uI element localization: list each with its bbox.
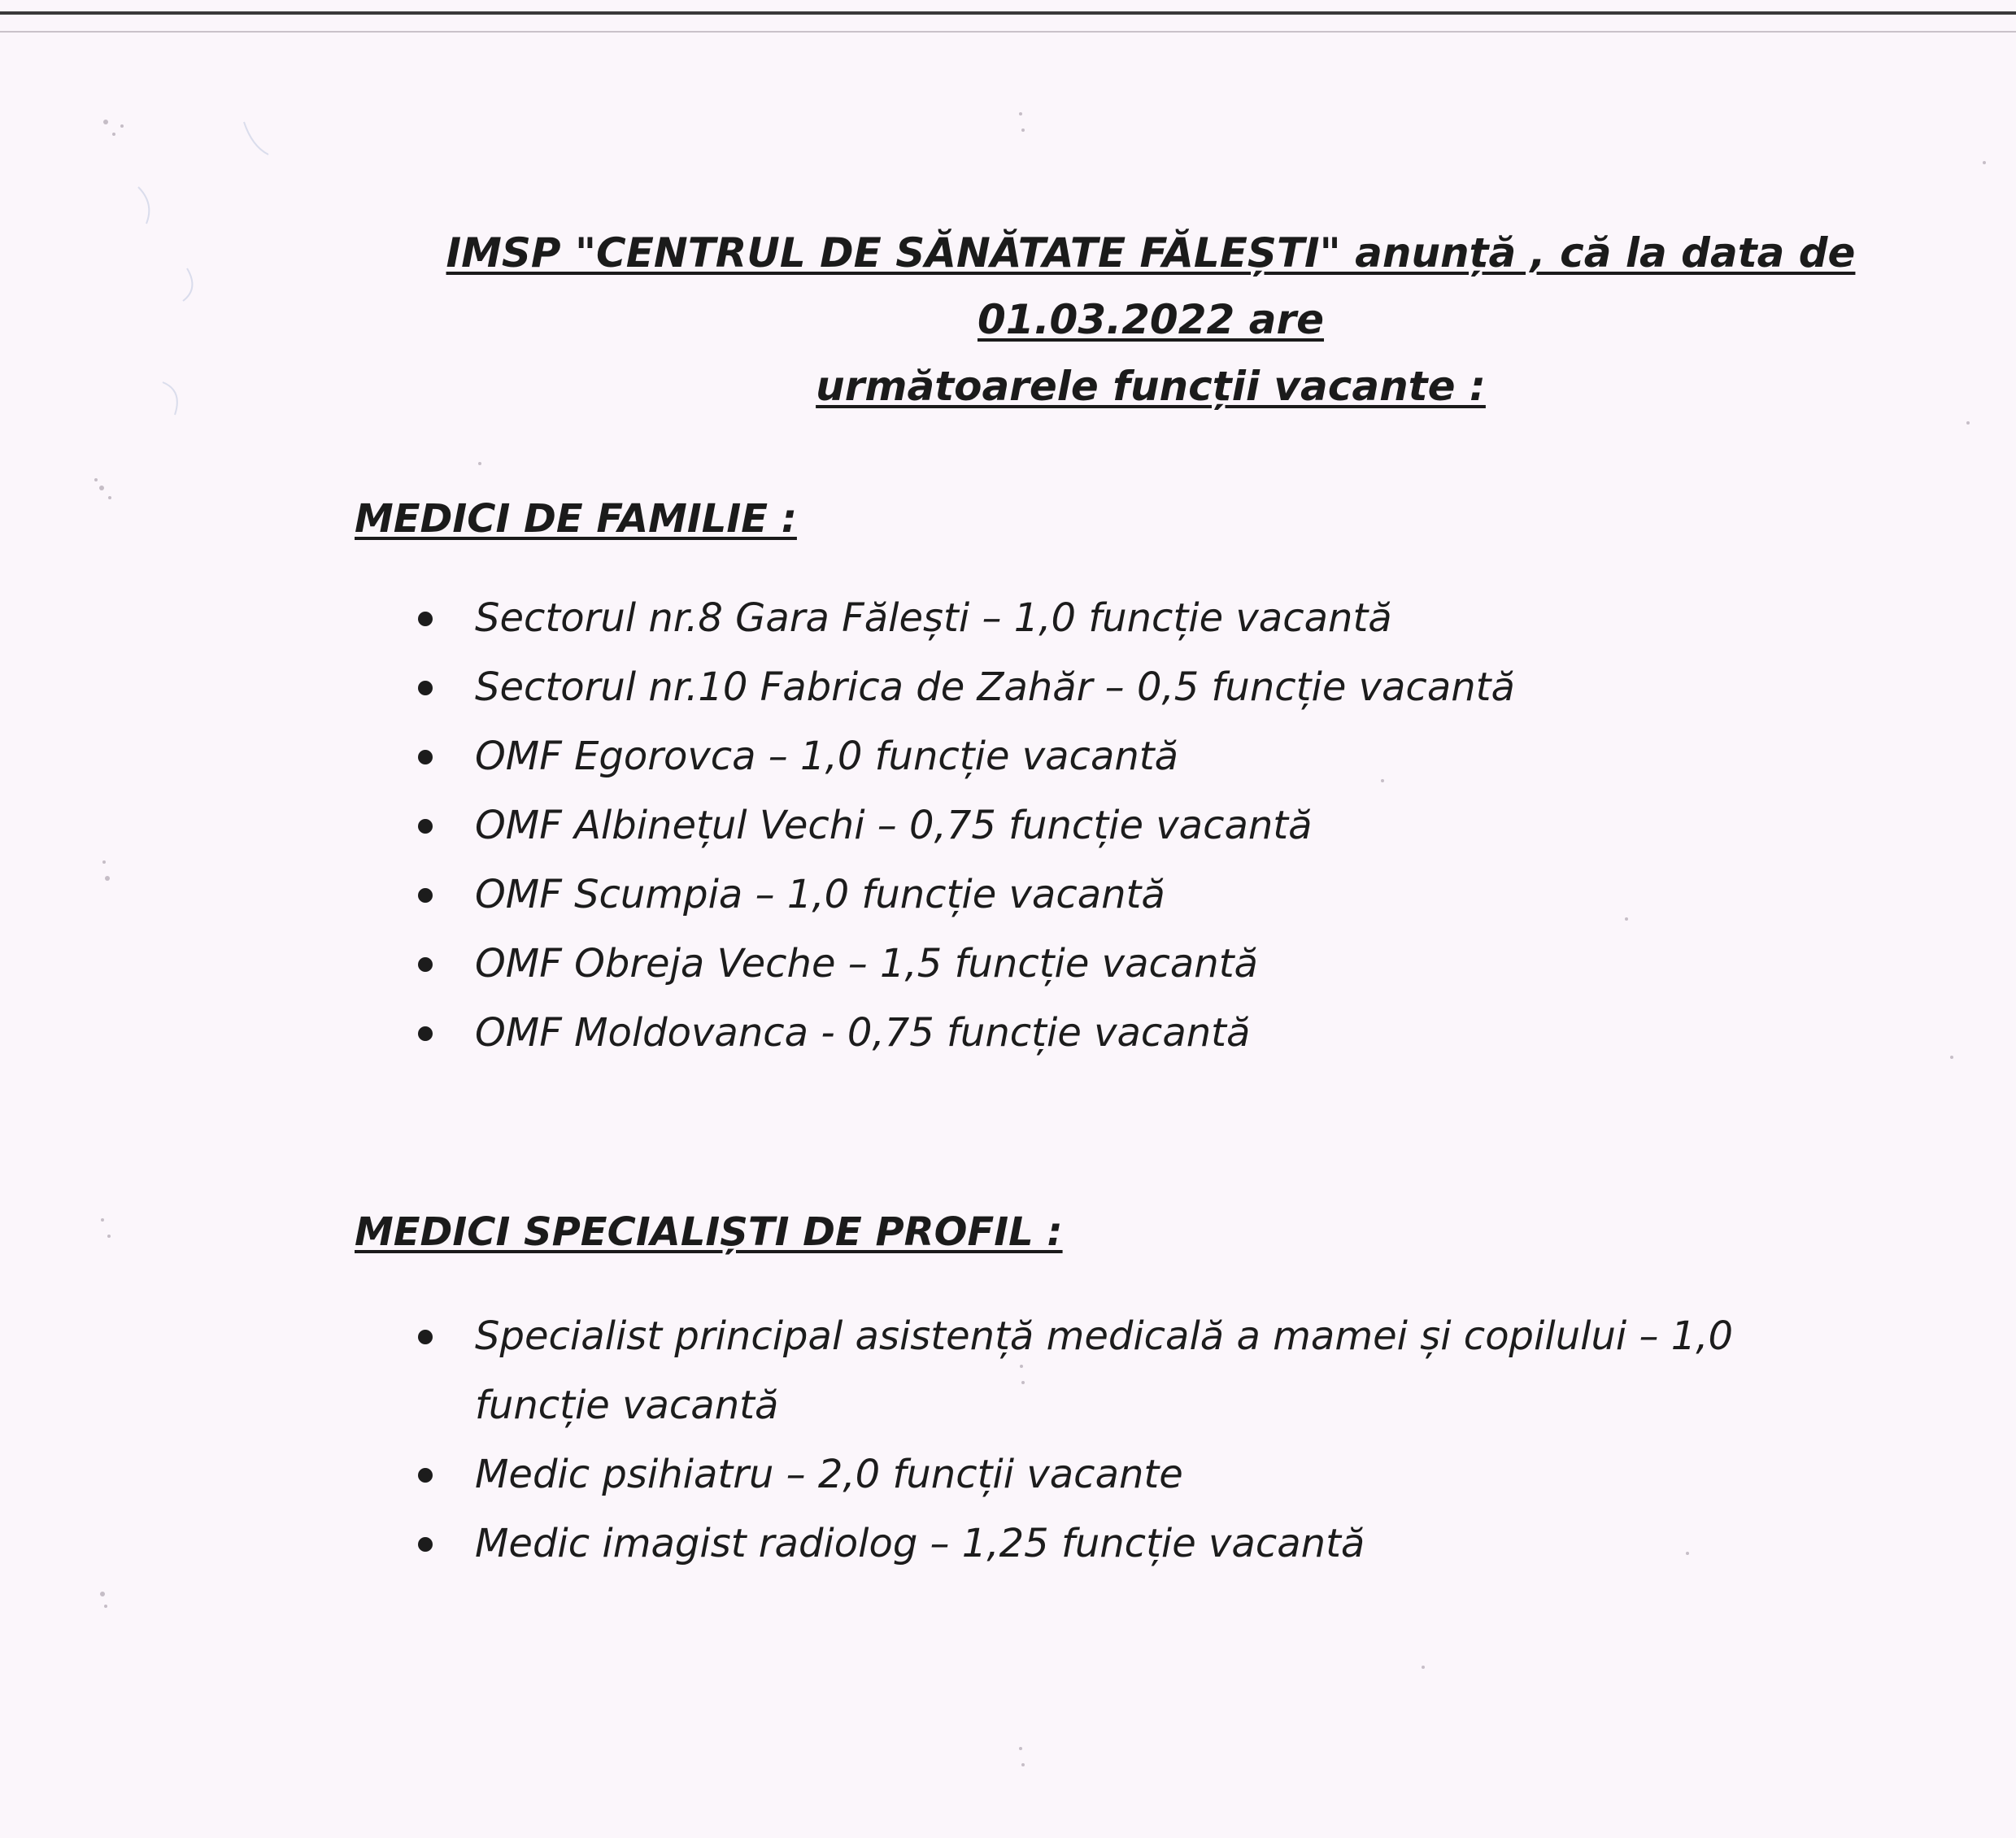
bullet-icon [418,957,433,972]
list-item-text: Medic psihiatru – 2,0 funcții vacante [475,1452,1183,1497]
list-item [0,791,1515,860]
scan-top-border [0,11,2016,15]
bullet-icon [418,888,433,903]
document-title [382,220,1919,420]
list-item [0,584,1515,653]
list-item [0,999,1515,1068]
bullet-icon [418,1026,433,1041]
list-item-text: OMF Obreja Veche – 1,5 funcție vacantă [475,941,1258,987]
list-item [0,722,1515,791]
list-item-text: Medic imagist radiolog – 1,25 funcție vacantă [475,1521,1365,1566]
list-item [0,1302,1857,1440]
bullet-icon [418,1330,433,1344]
section-heading-medici-specialisti: MEDICI SPECIALIȘTI DE PROFIL : [355,1209,1063,1255]
list-item [0,653,1515,722]
list-item-text: Specialist principal asistență medicală a mamei și copilului – 1,0 funcție vacantă [475,1313,1734,1428]
bullet-icon [418,1537,433,1552]
bullet-icon [418,681,433,695]
bullet-icon [418,750,433,764]
list-item [0,1440,1857,1509]
list-medici-specialisti [0,1302,1857,1579]
list-item-text: OMF Albinețul Vechi – 0,75 funcție vacantă [475,803,1313,848]
bullet-icon [418,819,433,834]
section-heading-medici-de-familie: MEDICI DE FAMILIE : [355,496,797,542]
scan-edge-line [0,31,2016,33]
list-item-text: Sectorul nr.10 Fabrica de Zahăr – 0,5 funcție vacantă [475,664,1515,710]
title-line-1: IMSP "CENTRUL DE SĂNĂTATE FĂLEȘTI" anunță , că la data de 01.03.2022 are [446,229,1856,343]
list-item-text: OMF Egorovca – 1,0 funcție vacantă [475,734,1179,779]
list-medici-de-familie [0,584,1515,1068]
list-item [0,1509,1857,1579]
title-line-2: următoarele funcții vacante : [816,363,1486,410]
list-item [0,860,1515,930]
list-item-text: Sectorul nr.8 Gara Fălești – 1,0 funcție vacantă [475,595,1392,641]
list-item [0,930,1515,999]
bullet-icon [418,1468,433,1483]
list-item-text: OMF Scumpia – 1,0 funcție vacantă [475,872,1165,917]
list-item-text: OMF Moldovanca - 0,75 funcție vacantă [475,1010,1251,1056]
bullet-icon [418,612,433,626]
